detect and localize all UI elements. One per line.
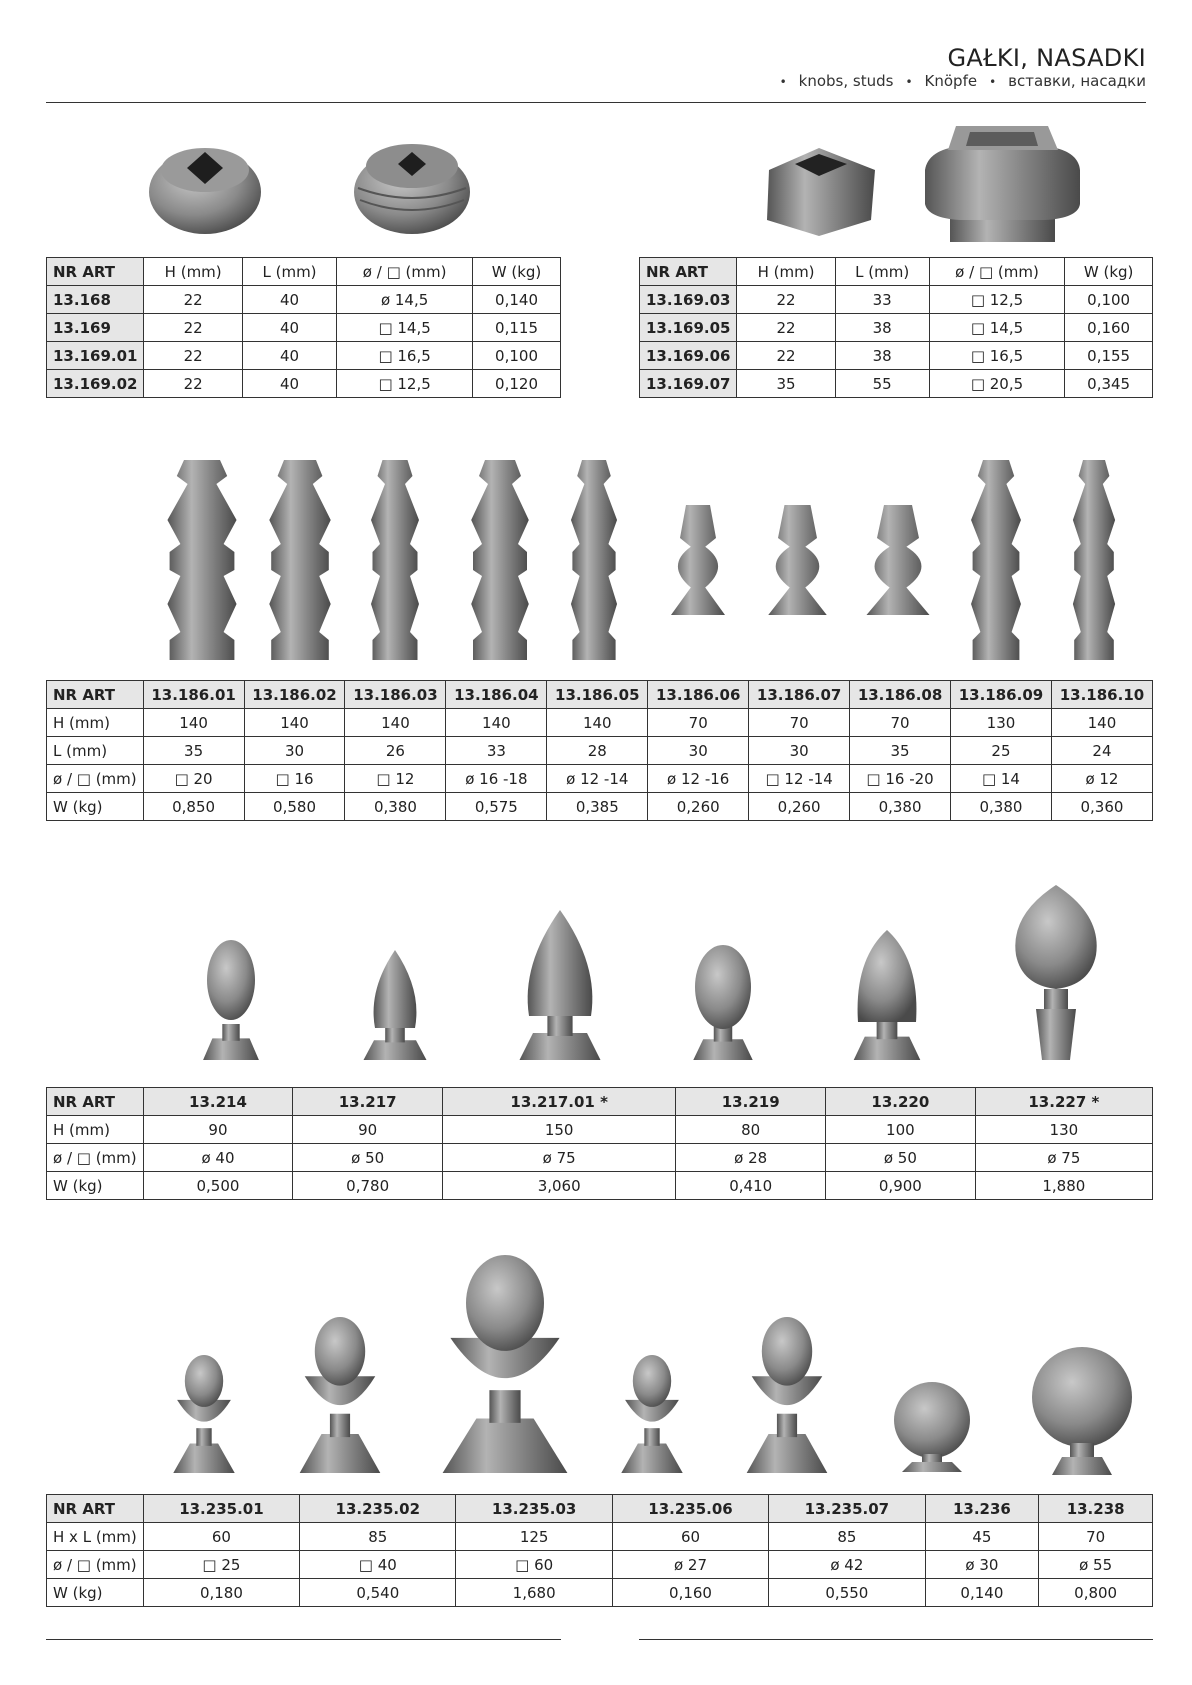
table-cell: 33 — [835, 286, 929, 314]
table-cell: ø 55 — [1039, 1551, 1153, 1579]
table-row — [47, 709, 1153, 737]
table-cell: □ 16 — [244, 765, 345, 793]
table-cell: 26 — [345, 737, 446, 765]
table-cell: 0,575 — [446, 793, 547, 821]
article-number: 13.186.06 — [648, 681, 749, 709]
table-cell: 90 — [143, 1116, 293, 1144]
article-number: 13.236 — [925, 1495, 1039, 1523]
table-cell: □ 12,5 — [929, 286, 1065, 314]
table-cell: 0,140 — [925, 1579, 1039, 1607]
pineapple-finial-image — [298, 1317, 382, 1473]
article-number: 13.169.07 — [640, 370, 737, 398]
table-cell: 0,115 — [473, 314, 561, 342]
table-cell: 70 — [850, 709, 951, 737]
table-cell: 140 — [1051, 709, 1152, 737]
table-cell: 40 — [242, 286, 336, 314]
row-label: H (mm) — [47, 709, 144, 737]
table-cell: 90 — [293, 1116, 443, 1144]
table-cell: 45 — [925, 1523, 1039, 1551]
article-number: 13.168 — [47, 286, 144, 314]
table-cell: ø 75 — [442, 1144, 675, 1172]
column-header: ø / □ (mm) — [929, 258, 1065, 286]
subtitle-ru: вставки, насадки — [1008, 72, 1146, 90]
article-number: 13.217.01 * — [442, 1088, 675, 1116]
article-number: 13.169.05 — [640, 314, 737, 342]
table-cell: 1,880 — [975, 1172, 1152, 1200]
table-cell: 22 — [144, 314, 242, 342]
column-header: L (mm) — [242, 258, 336, 286]
article-number: 13.169.01 — [47, 342, 144, 370]
table-cell: ø 30 — [925, 1551, 1039, 1579]
table-row — [47, 765, 1153, 793]
table-cell: 125 — [456, 1523, 612, 1551]
table-cell: 0,140 — [473, 286, 561, 314]
column-header: W (kg) — [473, 258, 561, 286]
table-cell: 1,680 — [456, 1579, 612, 1607]
table-cell: 0,900 — [826, 1172, 976, 1200]
table-cell: 0,160 — [1065, 314, 1153, 342]
table-cell: □ 60 — [456, 1551, 612, 1579]
table-cell: □ 14,5 — [337, 314, 473, 342]
table-cell: 22 — [737, 314, 835, 342]
table-row — [47, 1144, 1153, 1172]
table-cell: ø 75 — [975, 1144, 1152, 1172]
table-row — [47, 793, 1153, 821]
table-row — [47, 342, 561, 370]
table-cell: 0,360 — [1051, 793, 1152, 821]
table-cell: 0,540 — [300, 1579, 456, 1607]
footer-divider-right — [639, 1639, 1153, 1640]
table-cell: 0,580 — [244, 793, 345, 821]
table-cell: □ 12 -14 — [749, 765, 850, 793]
table-cell: 0,410 — [676, 1172, 826, 1200]
table-row — [47, 370, 561, 398]
table-header-row — [640, 258, 1153, 286]
article-number: 13.186.05 — [547, 681, 648, 709]
table-cell: 140 — [244, 709, 345, 737]
spec-table-5 — [46, 1494, 1153, 1607]
finial-acorn-image — [690, 945, 756, 1060]
row-label: NR ART — [47, 1088, 144, 1116]
article-number: 13.169.02 — [47, 370, 144, 398]
baluster-image — [268, 460, 332, 660]
table-cell: 85 — [769, 1523, 925, 1551]
article-number: 13.186.03 — [345, 681, 446, 709]
table-header-row — [47, 1088, 1153, 1116]
table-cell: 70 — [648, 709, 749, 737]
article-number: 13.238 — [1039, 1495, 1153, 1523]
table-cell: 22 — [737, 342, 835, 370]
table-cell: 140 — [446, 709, 547, 737]
table-cell: 22 — [144, 342, 242, 370]
article-number: 13.186.02 — [244, 681, 345, 709]
table-row — [47, 1172, 1153, 1200]
product-image-13169 — [350, 128, 475, 240]
table-cell: 140 — [345, 709, 446, 737]
table-cell: 0,160 — [612, 1579, 768, 1607]
table-cell: 24 — [1051, 737, 1152, 765]
table-cell: 40 — [242, 342, 336, 370]
article-number: 13.227 * — [975, 1088, 1152, 1116]
table-cell: 30 — [244, 737, 345, 765]
short-baluster-image — [863, 505, 933, 615]
table-cell: 35 — [737, 370, 835, 398]
bullet: • — [779, 75, 787, 89]
table-row — [47, 1579, 1153, 1607]
table-row — [640, 370, 1153, 398]
table-row — [47, 1523, 1153, 1551]
row-label: NR ART — [47, 1495, 144, 1523]
table-cell: 22 — [737, 286, 835, 314]
baluster-image — [570, 460, 618, 660]
article-number: 13.235.02 — [300, 1495, 456, 1523]
table-row — [47, 286, 561, 314]
table-cell: ø 16 -18 — [446, 765, 547, 793]
short-baluster-image — [765, 505, 830, 615]
finial-onion-image — [1010, 885, 1102, 1060]
table-cell: ø 50 — [826, 1144, 976, 1172]
table-cell: □ 16 -20 — [850, 765, 951, 793]
product-image-group-1 — [0, 110, 1192, 250]
table-cell: 85 — [300, 1523, 456, 1551]
table-cell: 0,345 — [1065, 370, 1153, 398]
column-header: W (kg) — [1065, 258, 1153, 286]
short-baluster-image — [668, 505, 728, 615]
table-cell: ø 14,5 — [337, 286, 473, 314]
table-cell: ø 28 — [676, 1144, 826, 1172]
column-header: ø / □ (mm) — [337, 258, 473, 286]
table-cell: 150 — [442, 1116, 675, 1144]
spike-image — [1072, 460, 1116, 660]
table-cell: 140 — [547, 709, 648, 737]
article-number: 13.186.01 — [143, 681, 244, 709]
table-cell: □ 20,5 — [929, 370, 1065, 398]
article-number: 13.186.08 — [850, 681, 951, 709]
table-cell: 0,155 — [1065, 342, 1153, 370]
table-row — [47, 314, 561, 342]
table-cell: 22 — [144, 370, 242, 398]
table-cell: □ 12,5 — [337, 370, 473, 398]
row-label: ø / □ (mm) — [47, 1144, 144, 1172]
table-cell: 70 — [1039, 1523, 1153, 1551]
product-image-group-4 — [0, 1255, 1192, 1480]
table-cell: 0,180 — [143, 1579, 299, 1607]
table-row — [640, 314, 1153, 342]
row-label: NR ART — [47, 681, 144, 709]
spec-table-4 — [46, 1087, 1153, 1200]
column-header: L (mm) — [835, 258, 929, 286]
table-cell: 30 — [749, 737, 850, 765]
row-label: ø / □ (mm) — [47, 765, 144, 793]
table-cell: □ 12 — [345, 765, 446, 793]
table-cell: 0,800 — [1039, 1579, 1153, 1607]
subtitle-en: knobs, studs — [798, 72, 894, 90]
table-cell: 40 — [242, 370, 336, 398]
finial-spear-large-image — [515, 910, 605, 1060]
table-cell: ø 27 — [612, 1551, 768, 1579]
table-cell: 0,380 — [850, 793, 951, 821]
product-image-1316903 — [755, 140, 885, 240]
spec-table-3 — [46, 680, 1153, 821]
article-number: 13.169.03 — [640, 286, 737, 314]
finial-spear-image — [360, 950, 430, 1060]
table-cell: □ 14,5 — [929, 314, 1065, 342]
table-row — [640, 342, 1153, 370]
product-image-13168 — [145, 130, 265, 240]
table-row — [640, 286, 1153, 314]
row-label: W (kg) — [47, 1172, 144, 1200]
article-number: 13.214 — [143, 1088, 293, 1116]
ball-finial-image — [1030, 1345, 1134, 1475]
row-label: L (mm) — [47, 737, 144, 765]
table-cell: ø 12 -16 — [648, 765, 749, 793]
product-image-group-3 — [0, 880, 1192, 1080]
pineapple-finial-image — [620, 1355, 684, 1473]
article-number: 13.169 — [47, 314, 144, 342]
bullet: • — [989, 75, 997, 89]
table-cell: 0,260 — [749, 793, 850, 821]
product-image-group-2 — [0, 460, 1192, 670]
table-cell: 70 — [749, 709, 850, 737]
column-header: NR ART — [640, 258, 737, 286]
table-cell: □ 40 — [300, 1551, 456, 1579]
article-number: 13.186.09 — [951, 681, 1052, 709]
table-cell: 60 — [612, 1523, 768, 1551]
table-cell: 0,500 — [143, 1172, 293, 1200]
article-number: 13.219 — [676, 1088, 826, 1116]
table-row — [47, 1551, 1153, 1579]
table-cell: □ 14 — [951, 765, 1052, 793]
table-cell: ø 12 — [1051, 765, 1152, 793]
article-number: 13.220 — [826, 1088, 976, 1116]
table-cell: □ 16,5 — [929, 342, 1065, 370]
table-cell: 30 — [648, 737, 749, 765]
article-number: 13.235.07 — [769, 1495, 925, 1523]
table-cell: 28 — [547, 737, 648, 765]
spec-table-2 — [639, 257, 1153, 398]
table-cell: 3,060 — [442, 1172, 675, 1200]
table-cell: 22 — [144, 286, 242, 314]
table-cell: 0,380 — [951, 793, 1052, 821]
page-subtitle — [768, 72, 1146, 90]
table-cell: 0,120 — [473, 370, 561, 398]
baluster-image — [470, 460, 530, 660]
table-cell: 35 — [850, 737, 951, 765]
table-cell: 100 — [826, 1116, 976, 1144]
table-cell: 140 — [143, 709, 244, 737]
table-cell: 130 — [951, 709, 1052, 737]
article-number: 13.235.01 — [143, 1495, 299, 1523]
article-number: 13.235.06 — [612, 1495, 768, 1523]
table-cell: ø 12 -14 — [547, 765, 648, 793]
table-cell: 38 — [835, 314, 929, 342]
table-cell: 0,780 — [293, 1172, 443, 1200]
bullet: • — [905, 75, 913, 89]
article-number: 13.186.04 — [446, 681, 547, 709]
product-image-1316907 — [920, 120, 1085, 248]
table-cell: 0,385 — [547, 793, 648, 821]
table-cell: □ 16,5 — [337, 342, 473, 370]
finial-bud-image — [850, 930, 924, 1060]
row-label: H (mm) — [47, 1116, 144, 1144]
column-header: H (mm) — [144, 258, 242, 286]
table-cell: ø 42 — [769, 1551, 925, 1579]
table-cell: 40 — [242, 314, 336, 342]
baluster-image — [370, 460, 420, 660]
table-header-row — [47, 681, 1153, 709]
row-label: W (kg) — [47, 793, 144, 821]
table-cell: 0,100 — [1065, 286, 1153, 314]
table-cell: 38 — [835, 342, 929, 370]
article-number: 13.217 — [293, 1088, 443, 1116]
table-cell: 25 — [951, 737, 1052, 765]
row-label: W (kg) — [47, 1579, 144, 1607]
table-header-row — [47, 1495, 1153, 1523]
spike-image — [970, 460, 1022, 660]
footer-divider-left — [46, 1639, 561, 1640]
table-cell: 35 — [143, 737, 244, 765]
column-header: H (mm) — [737, 258, 835, 286]
table-cell: 60 — [143, 1523, 299, 1551]
row-label: ø / □ (mm) — [47, 1551, 144, 1579]
table-cell: 0,260 — [648, 793, 749, 821]
baluster-image — [166, 460, 238, 660]
ball-finial-image — [890, 1380, 974, 1472]
table-cell: 130 — [975, 1116, 1152, 1144]
pineapple-finial-image — [745, 1317, 829, 1473]
pineapple-finial-image — [440, 1255, 570, 1473]
table-cell: ø 40 — [143, 1144, 293, 1172]
column-header: NR ART — [47, 258, 144, 286]
table-cell: 0,550 — [769, 1579, 925, 1607]
row-label: H x L (mm) — [47, 1523, 144, 1551]
table-row — [47, 737, 1153, 765]
table-cell: 33 — [446, 737, 547, 765]
page-title: GAŁKI, NASADKI — [947, 44, 1146, 72]
table-row — [47, 1116, 1153, 1144]
table-cell: 0,380 — [345, 793, 446, 821]
table-cell: ø 50 — [293, 1144, 443, 1172]
table-cell: □ 25 — [143, 1551, 299, 1579]
article-number: 13.186.07 — [749, 681, 850, 709]
pineapple-finial-image — [172, 1355, 236, 1473]
article-number: 13.186.10 — [1051, 681, 1152, 709]
spec-table-1 — [46, 257, 561, 398]
table-cell: 0,850 — [143, 793, 244, 821]
article-number: 13.169.06 — [640, 342, 737, 370]
table-cell: 55 — [835, 370, 929, 398]
finial-pinecone-image — [200, 940, 262, 1060]
table-cell: □ 20 — [143, 765, 244, 793]
article-number: 13.235.03 — [456, 1495, 612, 1523]
table-cell: 0,100 — [473, 342, 561, 370]
subtitle-de: Knöpfe — [924, 72, 978, 90]
table-cell: 80 — [676, 1116, 826, 1144]
page-header — [46, 40, 1146, 103]
table-header-row — [47, 258, 561, 286]
